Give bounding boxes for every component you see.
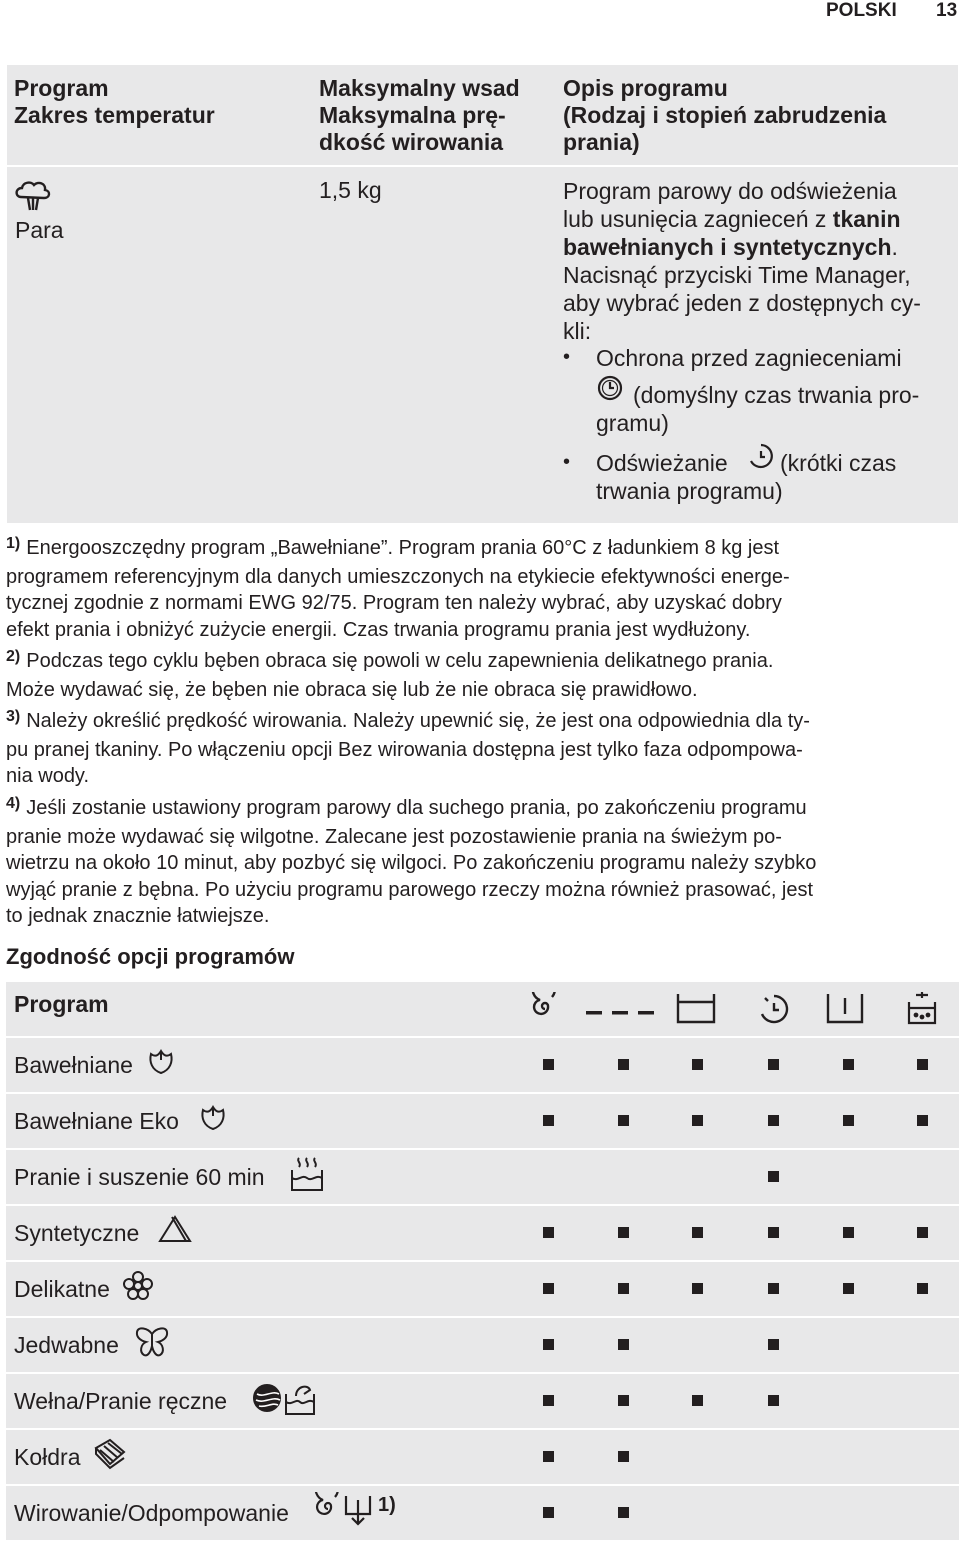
compat-mark <box>692 1059 703 1070</box>
compat-mark <box>843 1059 854 1070</box>
compat-table-header <box>6 982 959 1036</box>
wool-handwash-icon <box>252 1380 316 1421</box>
bullet-anti-crease: Ochrona przed zagnieceniami <box>596 345 902 371</box>
compat-mark <box>917 1115 928 1126</box>
synthetics-icon <box>158 1214 192 1249</box>
footnote-2: $^{2)}$ Podczas tego cyklu bęben obraca się powoli w celu zapewnienia delikatnego prania. Może wydawać się, że bęben nie obraca się lub że nie obraca się prawidłowo. <box>6 648 774 701</box>
delicates-icon <box>122 1270 154 1307</box>
program-name: Para <box>15 217 64 243</box>
compat-mark <box>543 1507 554 1518</box>
compat-mark <box>768 1227 779 1238</box>
compat-mark <box>917 1283 928 1294</box>
program-description: Program parowy do odświeżenia lub usunięcia zagnieceń z tkanin bawełnianych i syntetycznych. Nacisnąć przyciski Time Manager, aby wybrać jeden z dostępnych cy- kli: <box>563 178 921 344</box>
compat-row-cotton-eco: Bawełniane Eko <box>6 1094 959 1148</box>
prewash-icon <box>826 992 864 1029</box>
compat-mark <box>543 1395 554 1406</box>
col-load-header: Maksymalny wsad Maksymalna prę- dkość wirowania <box>319 75 520 155</box>
bullet-refresh-note: (krótki czas <box>780 450 897 476</box>
footnote-3: $^{3)}$ Należy określić prędkość wirowania. Należy upewnić się, że jest ona odpowiednia dla ty- pu pranej tkaniny. Po włączeniu opcji Bez wirowania dostępna jest tylko faza odpompowa- nia wody. <box>6 708 810 787</box>
compat-mark <box>543 1451 554 1462</box>
cotton-eco-icon <box>198 1102 228 1137</box>
footnote-1: $^{1)}$ Energooszczędny program „Bawełniane”. Program prania 60°C z ładunkiem 8 kg jest programem referencyjnym dla danych umieszczonych na etykiecie efektywności energe- tycznej zgodnie z normami EWG 92/75. Program ten należy wybrać, aby uzyskać dobry efekt prania i obniżyć zużycie energii. Czas trwania programu prania jest wydłużony. <box>6 535 790 641</box>
compat-mark <box>618 1451 629 1462</box>
spin-drain-icon <box>314 1492 376 1531</box>
compat-row-duvet: Kołdra <box>6 1430 959 1484</box>
compat-mark <box>618 1339 629 1350</box>
page-number: 13 <box>936 0 958 21</box>
compat-header-program: Program <box>14 991 109 1017</box>
compat-mark <box>543 1283 554 1294</box>
compat-row-synthetics: Syntetyczne <box>6 1206 959 1260</box>
compat-mark <box>692 1115 703 1126</box>
bullet-dot: • <box>563 346 571 368</box>
compat-mark <box>618 1283 629 1294</box>
compat-mark <box>692 1227 703 1238</box>
compat-mark <box>768 1059 779 1070</box>
duvet-icon <box>92 1438 126 1475</box>
compat-row-spin-drain: Wirowanie/Odpompowanie 1) <box>6 1486 959 1540</box>
compat-row-wash-dry: Pranie i suszenie 60 min <box>6 1150 959 1204</box>
compat-mark <box>543 1115 554 1126</box>
bullet-refresh-note-cont: trwania programu) <box>596 478 783 504</box>
compat-mark <box>768 1171 779 1182</box>
program-table <box>6 64 959 524</box>
bullet-dot: • <box>563 451 571 473</box>
compat-mark <box>543 1339 554 1350</box>
footnote-4: $^{4)}$ Jeśli zostanie ustawiony program parowy dla suchego prania, po zakończeniu programu pranie może wydawać się wilgotne. Zalecane jest pozostawienie prania na świeżym po- wietrzu na około 10 minut, aby pozbyć się wilgoci. Po zakończeniu programu należy szybko wyjąć pranie z bębna. Po użyciu programu parowego rzeczy można również prasować, jest to jednak znacznie łatwiejsze. <box>6 795 817 927</box>
compat-mark <box>843 1115 854 1126</box>
compat-mark <box>692 1395 703 1406</box>
compat-row-delicates: Delikatne <box>6 1262 959 1316</box>
clock-full-icon <box>596 374 624 407</box>
compat-mark <box>543 1227 554 1238</box>
compat-mark <box>618 1115 629 1126</box>
rinse-hold-icon <box>676 992 716 1029</box>
compat-mark <box>543 1059 554 1070</box>
compat-mark <box>692 1283 703 1294</box>
program-row-para <box>7 169 960 524</box>
compat-row-cotton: Bawełniane <box>6 1038 959 1092</box>
compat-row-wool: Wełna/Pranie ręczne <box>6 1374 959 1428</box>
stain-icon <box>906 990 938 1031</box>
program-table-header <box>7 65 960 167</box>
compat-mark <box>843 1283 854 1294</box>
compat-mark <box>618 1059 629 1070</box>
compat-mark <box>618 1507 629 1518</box>
compat-mark <box>618 1395 629 1406</box>
steam-icon <box>13 179 53 220</box>
bullet-anti-crease-note: (domyślny czas trwania pro- <box>633 382 920 408</box>
section-title: Zgodność opcji programów <box>6 944 295 969</box>
compat-mark <box>768 1395 779 1406</box>
compat-mark <box>917 1227 928 1238</box>
compat-mark <box>917 1059 928 1070</box>
silk-icon <box>134 1326 170 1363</box>
compat-mark <box>768 1283 779 1294</box>
wash-dry-icon <box>290 1156 324 1197</box>
compat-mark <box>768 1339 779 1350</box>
compat-mark <box>618 1227 629 1238</box>
bullet-refresh: Odświeżanie <box>596 450 728 476</box>
col-description-header: Opis programu (Rodzaj i stopień zabrudzenia prania) <box>563 75 887 155</box>
cotton-icon <box>146 1046 176 1081</box>
footnote-ref: 1) <box>378 1494 396 1516</box>
clock-short-icon <box>747 441 775 476</box>
compat-mark <box>843 1227 854 1238</box>
spin-icon <box>530 992 560 1031</box>
time-manager-icon <box>757 992 791 1031</box>
compat-mark <box>768 1115 779 1126</box>
page-language: POLSKI <box>826 0 897 21</box>
bullet-anti-crease-note-cont: gramu) <box>596 410 669 436</box>
compat-row-silk: Jedwabne <box>6 1318 959 1372</box>
program-max-load: 1,5 kg <box>319 177 382 203</box>
no-spin-dashes-icon <box>586 1004 656 1022</box>
col-program-header: Program Zakres temperatur <box>14 75 215 128</box>
